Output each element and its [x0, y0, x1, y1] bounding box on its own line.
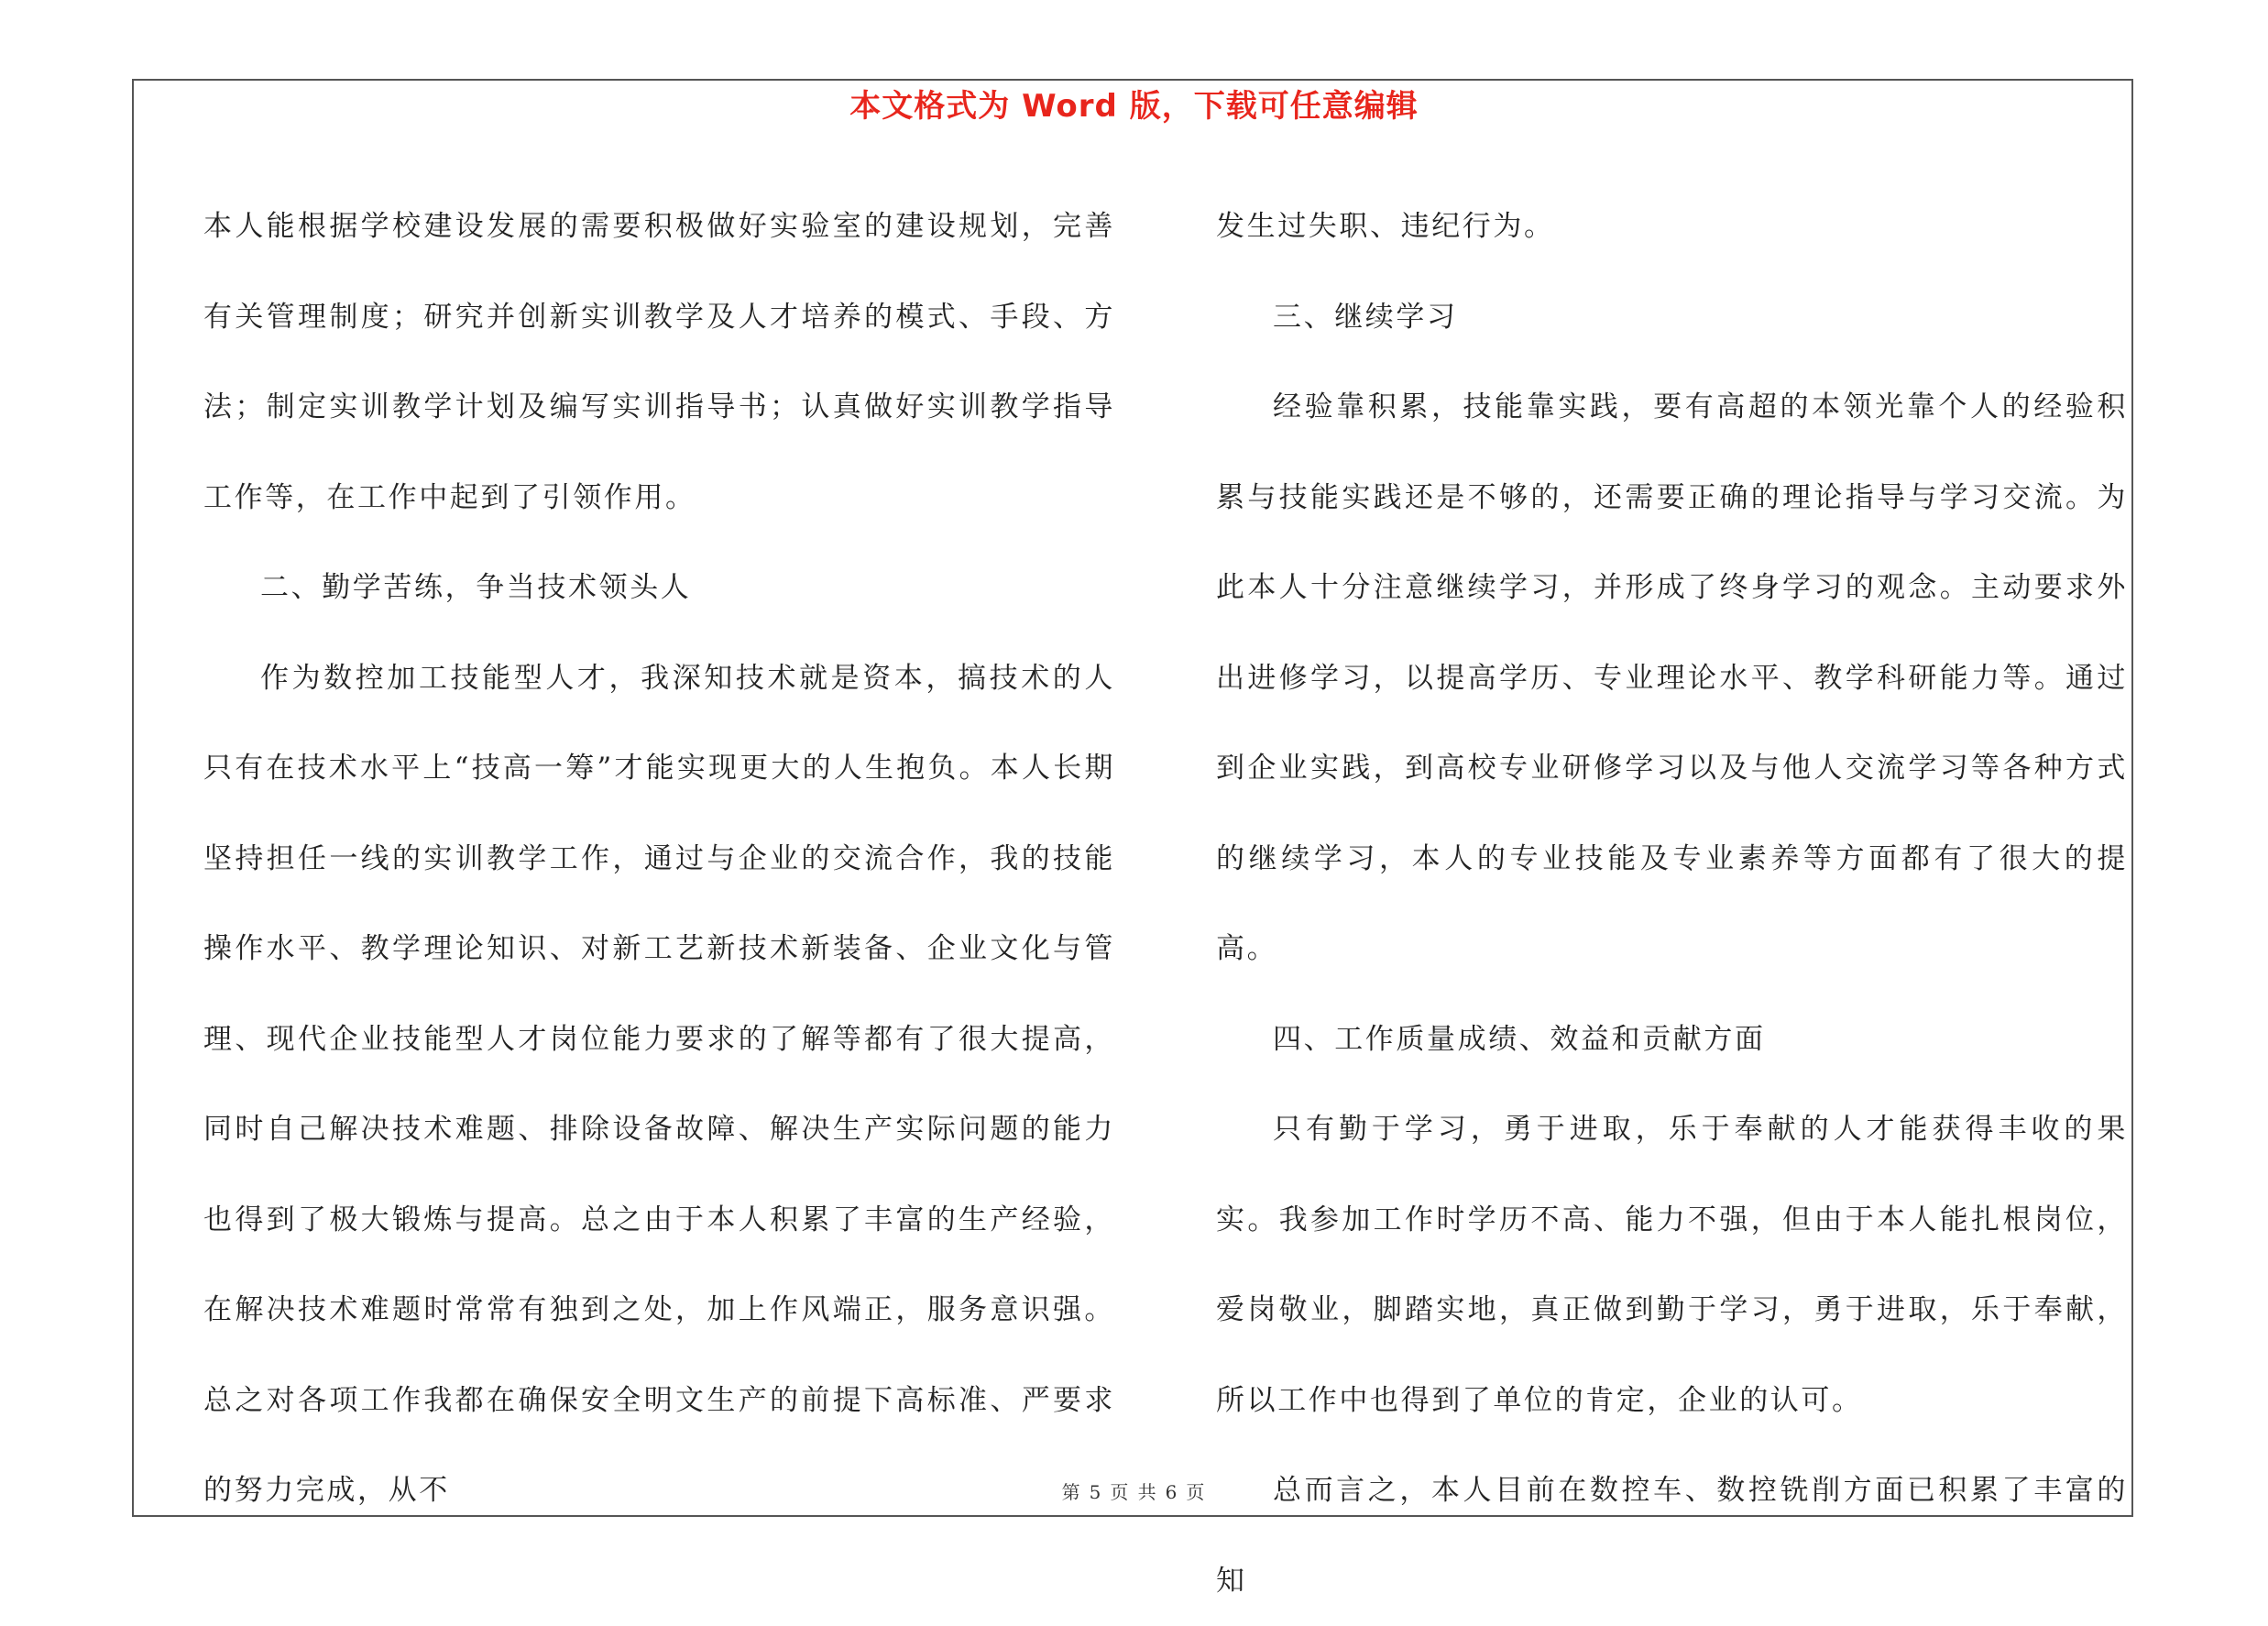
- page-number-footer: [0, 1480, 2268, 1504]
- paragraph-lab-planning: 本人能根据学校建设发展的需要积极做好实验室的建设规划，完善有关管理制度；研究并创新实训教学及人才培养的模式、手段、方法；制定实训教学计划及编写实训指导书；认真做好实训教学指导工作等，在工作中起到了引领作用。: [203, 210, 1115, 514]
- footer-suffix: 页: [1186, 1481, 1207, 1503]
- heading-study-hard: 二、勤学苦练，争当技术领头人: [260, 571, 692, 604]
- paragraph-diligence: 只有勤于学习，勇于进取，乐于奉献的人才能获得丰收的果实。我参加工作时学历不高、能力不强，但由于本人能扎根岗位，爱岗敬业，脚踏实地，真正做到勤于学习，勇于进取，乐于奉献，所以工作中也得到了单位的肯定，企业的认可。: [1216, 1113, 2128, 1417]
- left-text-column: [203, 181, 1115, 1536]
- word-format-banner: [0, 86, 2268, 126]
- footer-current-page: 5: [1089, 1481, 1103, 1503]
- footer-prefix: 第: [1061, 1481, 1082, 1503]
- paragraph-cnc-talent: 作为数控加工技能型人才，我深知技术就是资本，搞技术的人只有在技术水平上“技高一筹”才能实现更大的人生抱负。本人长期坚持担任一线的实训教学工作，通过与企业的交流合作，我的技能操作水平、教学理论知识、对新工艺新技术新装备、企业文化与管理、现代企业技能型人才岗位能力要求的了解等都有了很大提高，同时自己解决技术难题、排除设备故障、解决生产实际问题的能力也得到了极大锻炼与提高。总之由于本人积累了丰富的生产经验，在解决技术难题时常常有独到之处，加上作风端正，服务意识强。总之对各项工作我都在确保安全明文生产的前提下高标准、严要求的努力完成，从不: [203, 661, 1115, 1507]
- paragraph-summary: 总而言之，本人目前在数控车、数控铣削方面已积累了丰富的知: [1216, 1474, 2128, 1598]
- paragraph-experience: 经验靠积累，技能靠实践，要有高超的本领光靠个人的经验积累与技能实践还是不够的，还需要正确的理论指导与学习交流。为此本人十分注意继续学习，并形成了终身学习的观念。主动要求外出进修学习，以提高学历、专业理论水平、教学科研能力等。通过到企业实践，到高校专业研修学习以及与他人交流学习等各种方式的继续学习，本人的专业技能及专业素养等方面都有了很大的提高。: [1216, 390, 2128, 965]
- right-text-column: [1216, 181, 2128, 1626]
- banner-text: 本文格式为 Word 版，下载可任意编辑: [849, 88, 1419, 125]
- heading-work-quality: 四、工作质量成绩、效益和贡献方面: [1273, 1022, 1766, 1056]
- footer-total-pages: 6: [1165, 1481, 1179, 1503]
- paragraph-continuation: 发生过失职、违纪行为。: [1216, 210, 1555, 243]
- heading-continue-learning: 三、继续学习: [1273, 300, 1458, 334]
- footer-middle: 页 共: [1110, 1481, 1158, 1503]
